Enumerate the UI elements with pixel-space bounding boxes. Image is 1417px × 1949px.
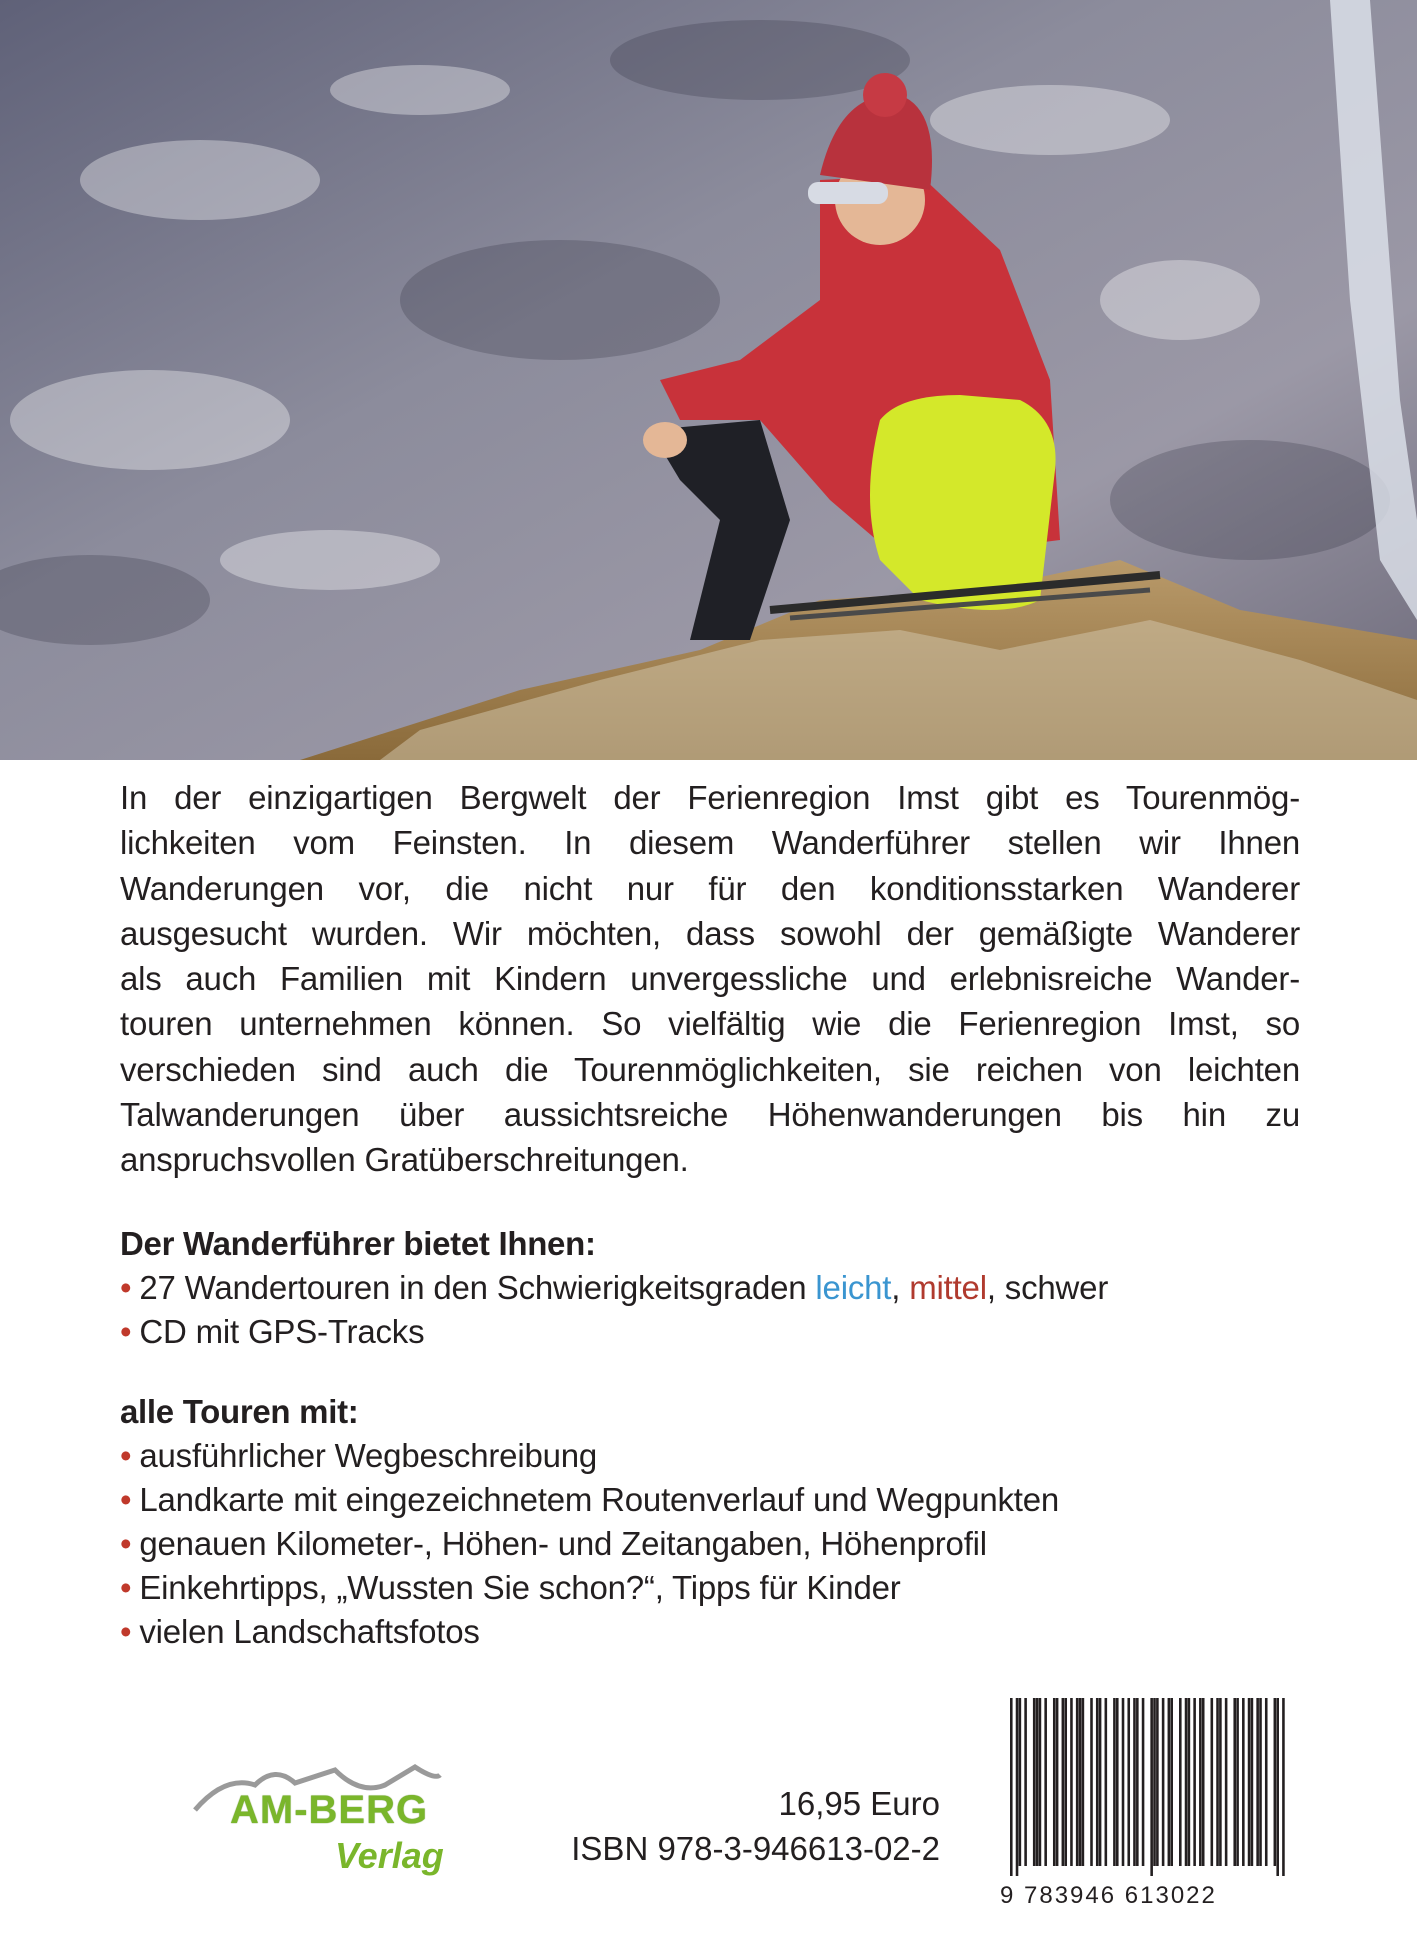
bullet-icon: • — [120, 1313, 132, 1350]
barcode-bar — [1225, 1698, 1228, 1866]
barcode-bar — [1188, 1698, 1191, 1866]
barcode-bar — [1274, 1698, 1277, 1866]
barcode-bar — [1251, 1698, 1254, 1866]
intro-line: verschieden sind auch die Tourenmöglichkeiten, sie reichen von leichten — [120, 1050, 1300, 1088]
barcode-bar — [1019, 1698, 1022, 1866]
barcode-bar — [1162, 1698, 1165, 1866]
barcode-bar — [1236, 1698, 1239, 1866]
offers-list — [120, 1266, 1108, 1354]
barcode-bar — [1185, 1698, 1188, 1866]
publisher-logo — [185, 1755, 465, 1880]
offer-text: CD mit GPS-Tracks — [139, 1313, 425, 1350]
barcode-bar — [1256, 1698, 1259, 1866]
barcode-bar — [1099, 1698, 1102, 1866]
list-item — [120, 1478, 1059, 1522]
list-item — [120, 1310, 1108, 1354]
barcode-bar — [1150, 1698, 1153, 1876]
barcode-bar — [1168, 1698, 1171, 1866]
barcode-bar — [1259, 1698, 1262, 1866]
barcode-bar — [1211, 1698, 1214, 1866]
barcode-bar — [1142, 1698, 1145, 1866]
barcode-bar — [1033, 1698, 1036, 1866]
offer-text: 27 Wandertouren in den Schwierigkeitsgraden — [139, 1269, 816, 1306]
barcode-bar — [1265, 1698, 1268, 1866]
list-item — [120, 1566, 1059, 1610]
barcode-bar — [1136, 1698, 1139, 1866]
barcode-bar — [1113, 1698, 1116, 1866]
barcode-bar — [1070, 1698, 1073, 1866]
barcode-bar — [1105, 1698, 1108, 1866]
logo-wordmark: AM-BERG — [230, 1788, 429, 1832]
barcode-bar — [1062, 1698, 1065, 1866]
barcode-bar — [1090, 1698, 1093, 1866]
level-hard: , schwer — [986, 1269, 1109, 1306]
level-easy: leicht — [815, 1269, 892, 1306]
barcode-bar — [1036, 1698, 1039, 1866]
barcode-bar — [1199, 1698, 1202, 1866]
offers-heading: Der Wanderführer bietet Ihnen: — [120, 1225, 596, 1262]
barcode-bar — [1156, 1698, 1159, 1866]
offers-section — [120, 1222, 1108, 1354]
barcode-bar — [1039, 1698, 1042, 1866]
tour-feature: genauen Kilometer-, Höhen- und Zeitangaben, Höhenprofil — [139, 1525, 987, 1562]
bullet-icon: • — [120, 1525, 132, 1562]
barcode-bar — [1082, 1698, 1085, 1866]
intro-line: touren unternehmen können. So vielfältig wie die Ferienregion Imst, so — [120, 1005, 1300, 1043]
tour-feature: Landkarte mit eingezeichnetem Routenverlauf und Wegpunkten — [139, 1481, 1060, 1518]
barcode-bar — [1053, 1698, 1056, 1866]
intro-line: Talwanderungen über aussichtsreiche Höhenwanderungen bis hin zu — [120, 1096, 1300, 1134]
barcode-bar — [1170, 1698, 1173, 1866]
tour-feature: Einkehrtipps, „Wussten Sie schon?“, Tipps für Kinder — [139, 1569, 901, 1606]
intro-line: lichkeiten vom Feinsten. In diesem Wanderführer stellen wir Ihnen — [120, 824, 1300, 862]
barcode-bar — [1202, 1698, 1205, 1866]
hiker-photo-illustration — [0, 0, 1417, 760]
barcode-bar — [1044, 1698, 1047, 1866]
barcode-digits: 9 783946 613022 — [1000, 1882, 1217, 1909]
logo-subtitle: Verlag — [335, 1835, 444, 1876]
barcode-bar — [1010, 1698, 1013, 1876]
barcode-bar — [1024, 1698, 1027, 1866]
intro-paragraph — [120, 775, 1300, 1183]
bullet-icon: • — [120, 1569, 132, 1606]
list-item — [120, 1434, 1059, 1478]
level-medium: mittel — [909, 1269, 987, 1306]
price: 16,95 Euro — [778, 1785, 940, 1822]
cover-photo — [0, 0, 1417, 760]
list-item — [120, 1522, 1059, 1566]
barcode-bar — [1079, 1698, 1082, 1866]
tours-heading: alle Touren mit: — [120, 1393, 359, 1430]
bullet-icon: • — [120, 1269, 132, 1306]
barcode — [1010, 1698, 1285, 1876]
intro-line: Wanderungen vor, die nicht nur für den konditionsstarken Wanderer — [120, 869, 1300, 907]
barcode-bar — [1064, 1698, 1067, 1866]
isbn: ISBN 978-3-946613-02-2 — [571, 1830, 940, 1867]
tours-list — [120, 1434, 1059, 1654]
barcode-bar — [1116, 1698, 1119, 1866]
intro-line: anspruchsvollen Gratüberschreitungen. — [120, 1141, 689, 1179]
list-item — [120, 1266, 1108, 1310]
tour-feature: vielen Landschaftsfotos — [139, 1613, 480, 1650]
barcode-bar — [1096, 1698, 1099, 1866]
barcode-bar — [1016, 1698, 1019, 1876]
intro-line: als auch Familien mit Kindern unvergessliche und erlebnisreiche Wander- — [120, 960, 1300, 998]
barcode-bar — [1193, 1698, 1196, 1866]
intro-line: ausgesucht wurden. Wir möchten, dass sowohl der gemäßigte Wanderer — [120, 914, 1300, 952]
barcode-bar — [1233, 1698, 1236, 1866]
barcode-bar — [1127, 1698, 1130, 1866]
bullet-icon: • — [120, 1481, 132, 1518]
barcode-bar — [1276, 1698, 1279, 1876]
barcode-bar — [1153, 1698, 1156, 1866]
bullet-icon: • — [120, 1437, 132, 1474]
barcode-bar — [1133, 1698, 1136, 1866]
barcode-bar — [1216, 1698, 1219, 1866]
barcode-bar — [1076, 1698, 1079, 1866]
barcode-bar — [1219, 1698, 1222, 1866]
list-item — [120, 1610, 1059, 1654]
barcode-bar — [1248, 1698, 1251, 1866]
tour-feature: ausführlicher Wegbeschreibung — [139, 1437, 598, 1474]
barcode-bar — [1056, 1698, 1059, 1866]
barcode-bar — [1122, 1698, 1125, 1866]
intro-line: In der einzigartigen Bergwelt der Ferienregion Imst gibt es Tourenmög- — [120, 779, 1300, 816]
barcode-bar — [1242, 1698, 1245, 1866]
tours-section — [120, 1390, 1059, 1654]
bullet-icon: • — [120, 1613, 132, 1650]
level-separator: , — [891, 1269, 910, 1306]
barcode-bar — [1179, 1698, 1182, 1866]
barcode-bar — [1282, 1698, 1285, 1876]
